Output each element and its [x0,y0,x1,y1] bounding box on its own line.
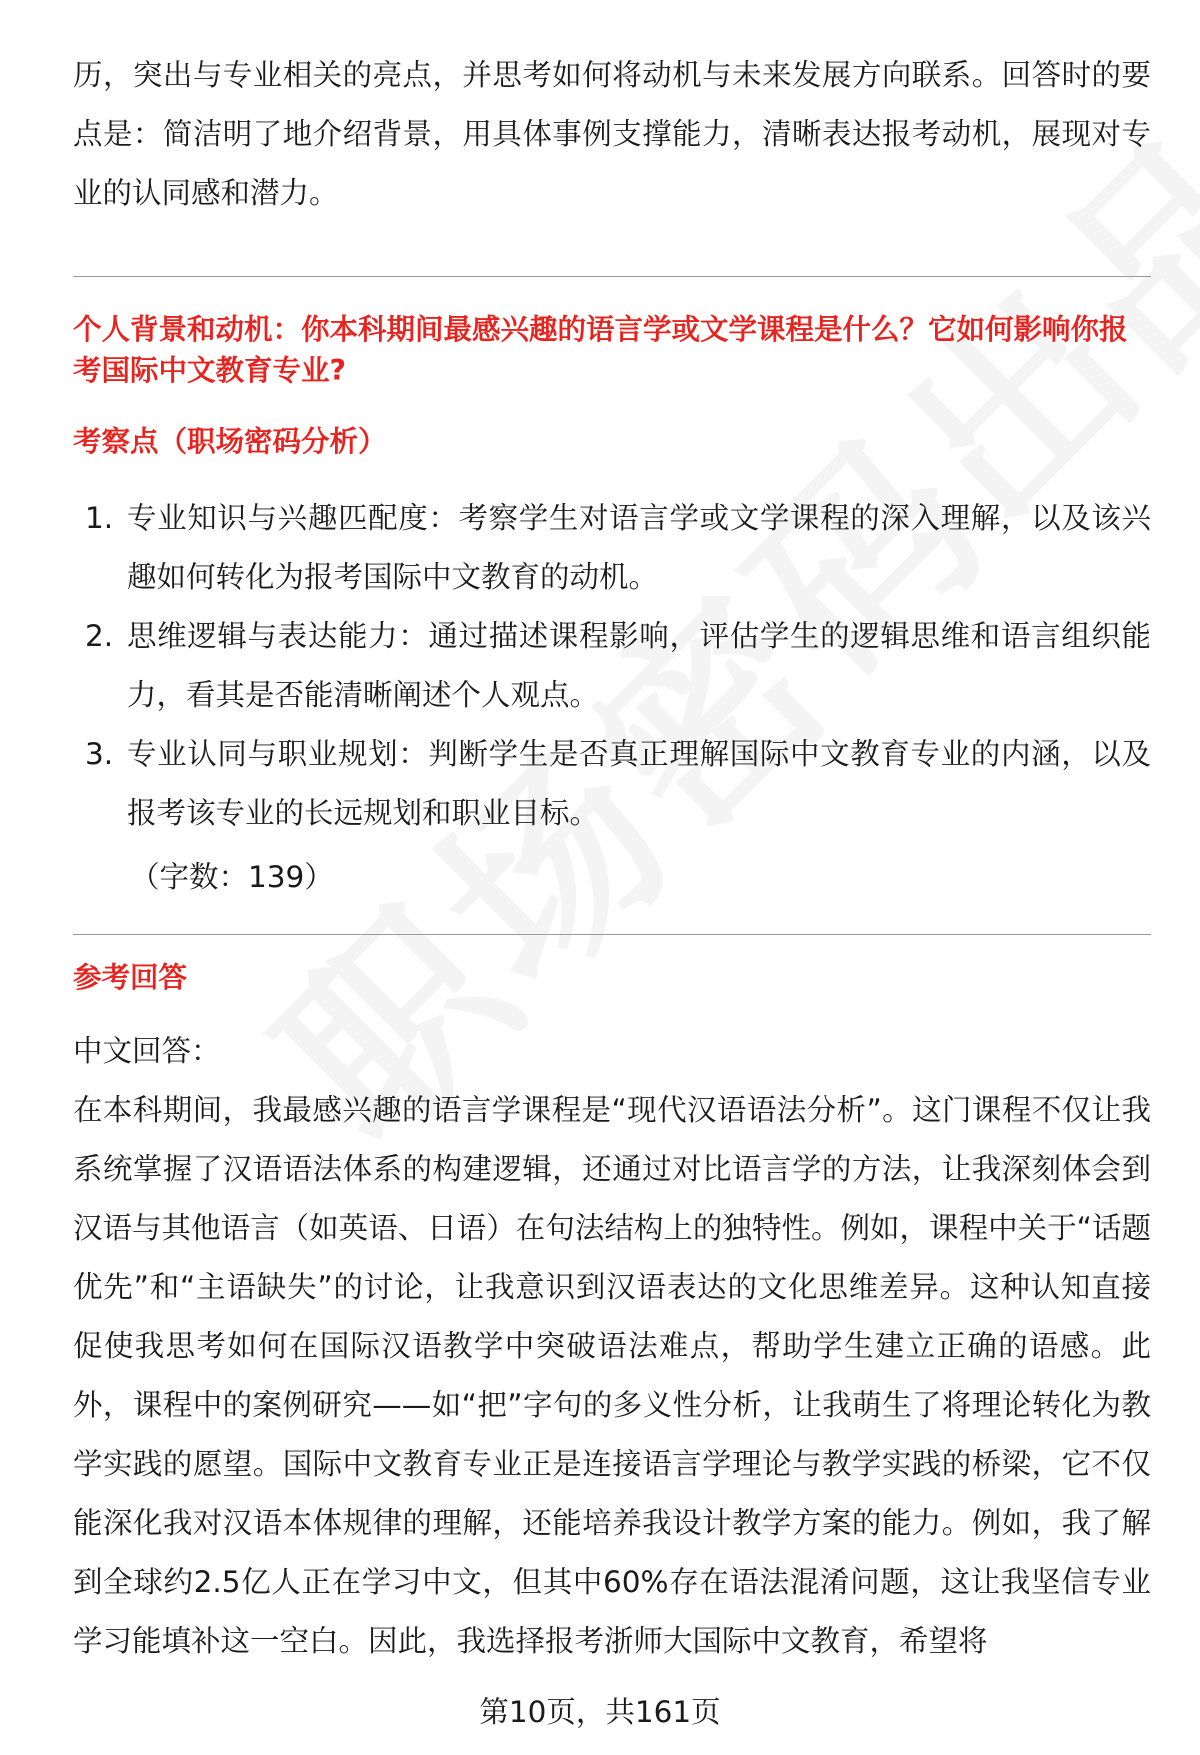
list-item [73,489,1151,607]
list-item [73,607,1151,725]
list-item-number: 1. [85,501,114,535]
section-divider [73,276,1151,277]
reference-body: 在本科期间，我最感兴趣的语言学课程是“现代汉语语法分析”。这门课程不仅让我系统掌握了汉语语法体系的构建逻辑，还通过对比语言学的方法，让我深刻体会到汉语与其他语言（如英语、日语）在句法结构上的独特性。例如，课程中关于“话题优先”和“主语缺失”的讨论，让我意识到汉语表达的文化思维差异。这种认知直接促使我思考如何在国际汉语教学中突破语法难点，帮助学生建立正确的语感。此外，课程中的案例研究——如“把”字句的多义性分析，让我萌生了将理论转化为教学实践的愿望。国际中文教育专业正是连接语言学理论与教学实践的桥梁，它不仅能深化我对汉语本体规律的理解，还能培养我设计教学方案的能力。例如，我了解到全球约2.5亿人正在学习中文，但其中60%存在语法混淆问题，这让我坚信专业学习能填补这一空白。因此，我选择报考浙师大国际中文教育，希望将 [73,1093,1151,1658]
page-footer: 第10页，共161页 [479,1695,721,1729]
section-divider [73,934,1151,935]
reference-heading: 参考回答 [73,961,188,994]
word-count: （字数：139） [130,860,334,894]
analysis-list [73,489,1151,843]
intro-paragraph: 历，突出与专业相关的亮点，并思考如何将动机与未来发展方向联系。回答时的要点是：简洁明了地介绍背景，用具体事例支撑能力，清晰表达报考动机，展现对专业的认同感和潜力。 [73,58,1151,210]
word-count-block [130,848,730,907]
list-item [73,725,1151,843]
list-item-number: 3. [85,737,114,771]
question-heading: 个人背景和动机：你本科期间最感兴趣的语言学或文学课程是什么？它如何影响你报考国际中文教育专业? [73,313,1128,387]
list-item-text: 思维逻辑与表达能力：通过描述课程影响，评估学生的逻辑思维和语言组织能力，看其是否能清晰阐述个人观点。 [127,619,1151,712]
reference-block [73,1022,1151,1671]
list-item-number: 2. [85,619,114,653]
list-item-text: 专业认同与职业规划：判断学生是否真正理解国际中文教育专业的内涵，以及报考该专业的长远规划和职业目标。 [127,737,1151,830]
intro-block [73,46,1151,223]
reference-subheading: 中文回答： [73,1034,221,1068]
analysis-heading: 考察点（职场密码分析） [73,425,387,458]
list-item-text: 专业知识与兴趣匹配度：考察学生对语言学或文学课程的深入理解，以及该兴趣如何转化为报考国际中文教育的动机。 [127,501,1151,594]
